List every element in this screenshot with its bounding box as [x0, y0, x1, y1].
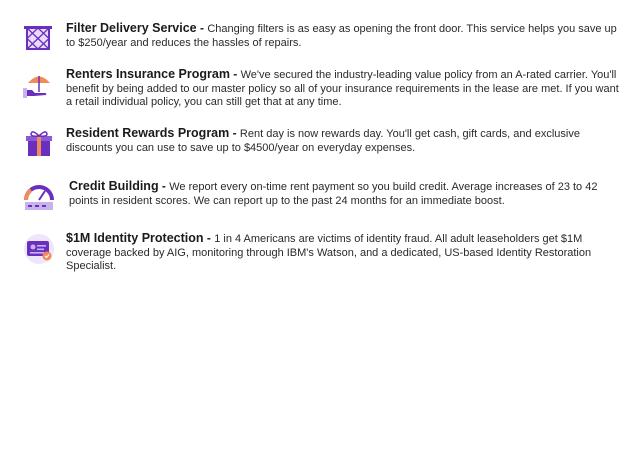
- separator: -: [196, 21, 208, 35]
- umbrella-hand-icon: [22, 68, 56, 102]
- separator: -: [229, 126, 240, 140]
- benefit-title: Credit Building: [69, 179, 159, 193]
- benefit-title: Resident Rewards Program: [66, 126, 230, 140]
- separator: -: [158, 179, 170, 193]
- benefit-description: We report every on-time rent payment so you build credit. Average increases of 23 to 42 points in resident scores. We can report up to the past 24 months for an immediate boost.: [69, 181, 598, 207]
- filter-icon: [22, 22, 56, 56]
- benefit-description: Rent day is now rewards day. You'll get cash, gift cards, and exclusive discounts you can use to save up to $4500/year on everyday expenses.: [66, 128, 580, 154]
- benefit-title: Renters Insurance Program: [66, 67, 230, 81]
- benefit-credit-building: [22, 180, 622, 214]
- benefit-title: Filter Delivery Service: [66, 21, 197, 35]
- benefit-renters-insurance: [22, 68, 622, 110]
- credit-gauge-icon: [22, 180, 56, 214]
- benefit-title: $1M Identity Protection: [66, 231, 204, 245]
- benefit-description: 1 in 4 Americans are victims of identity fraud. All adult leaseholders get $1M coverage backed by AIG, monitoring through IBM's Watson, and a dedicated, US-based Identity Restoration Specialist.: [66, 233, 592, 273]
- gift-icon: [22, 127, 56, 161]
- benefit-filter-delivery: [22, 22, 622, 56]
- separator: -: [203, 231, 215, 245]
- benefit-description: We've secured the industry-leading value policy from an A-rated carrier. You'll benefit by being added to our master policy so all of your insurance requirements in the lease are met. If you want a retail individual policy, you can still get that at any time.: [66, 69, 619, 109]
- separator: -: [229, 67, 241, 81]
- benefit-description: Changing filters is as easy as opening the front door. This service helps you save up to $250/year and reduces the hassles of repairs.: [66, 23, 617, 49]
- benefit-resident-rewards: [22, 127, 622, 161]
- benefit-identity-protection: [22, 232, 622, 274]
- id-card-shield-icon: [22, 232, 56, 266]
- cropped-top-content: [0, 0, 640, 2]
